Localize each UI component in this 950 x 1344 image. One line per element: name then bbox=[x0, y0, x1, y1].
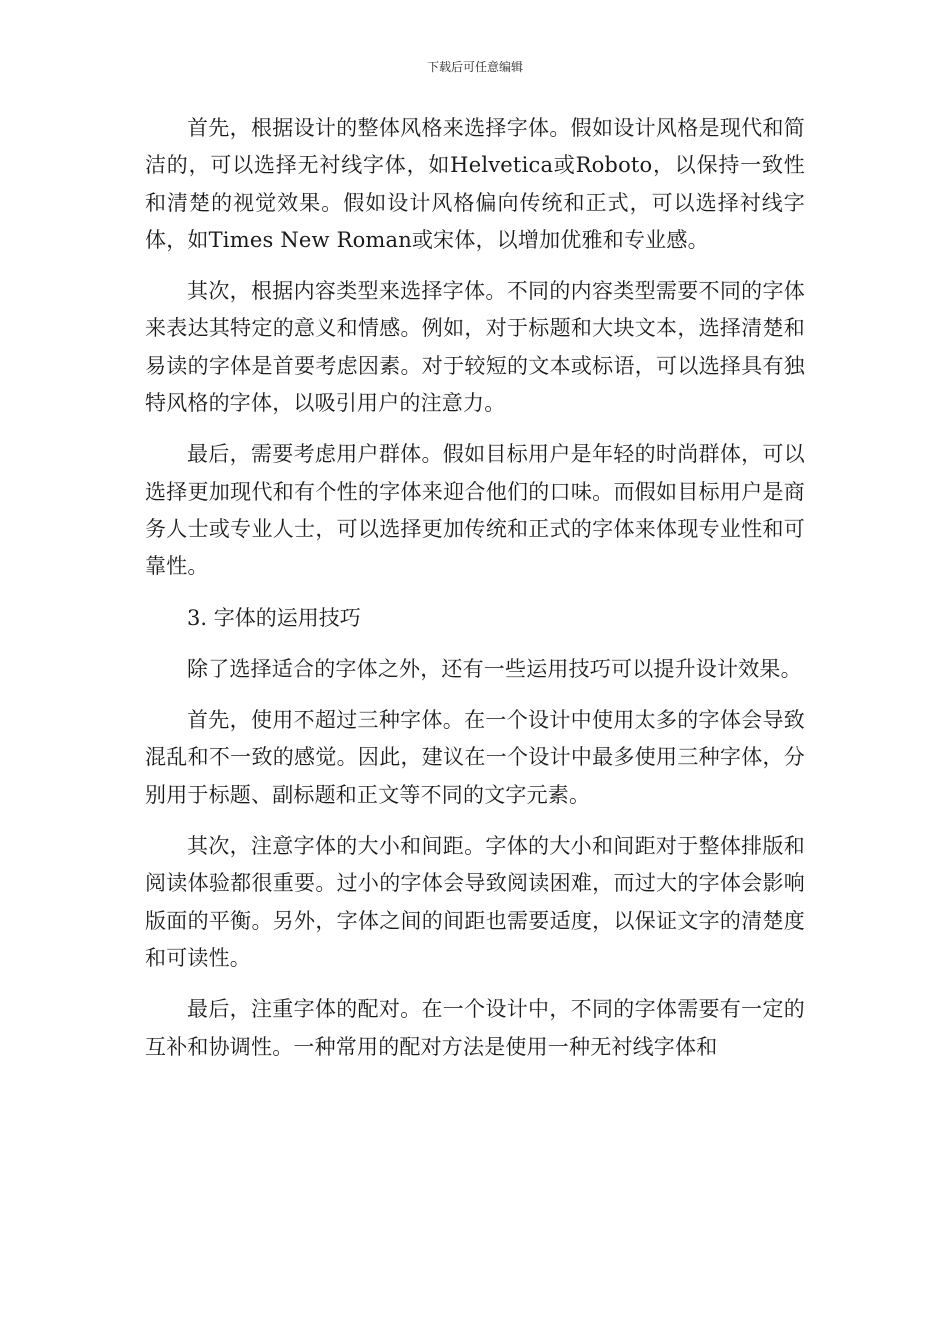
paragraph-user-group: 最后，需要考虑用户群体。假如目标用户是年轻的时尚群体，可以选择更加现代和有个性的字体来迎合他们的口味。而假如目标用户是商务人士或专业人士，可以选择更加传统和正式的字体来体现专业性和可靠性。 bbox=[145, 442, 805, 579]
paragraph-techniques-intro: 除了选择适合的字体之外，还有一些运用技巧可以提升设计效果。 bbox=[187, 656, 802, 681]
paragraph-three-fonts: 首先，使用不超过三种字体。在一个设计中使用太多的字体会导致混乱和不一致的感觉。因此，建议在一个设计中最多使用三种字体，分别用于标题、副标题和正文等不同的文字元素。 bbox=[145, 708, 805, 807]
paragraph-size-spacing: 其次，注意字体的大小和间距。字体的大小和间距对于整体排版和阅读体验都很重要。过小的字体会导致阅读困难，而过大的字体会影响版面的平衡。另外，字体之间的间距也需要适度，以保证文字的清楚度和可读性。 bbox=[145, 834, 805, 970]
section-heading: 3. 字体的运用技巧 bbox=[187, 605, 361, 630]
page-header: 下载后可任意编辑 bbox=[426, 60, 523, 74]
document-body bbox=[145, 110, 805, 1080]
paragraph-content-type: 其次，根据内容类型来选择字体。不同的内容类型需要不同的字体来表达其特定的意义和情感。例如，对于标题和大块文本，选择清楚和易读的字体是首要考虑因素。对于较短的文本或标语，可以选择具有独特风格的字体，以吸引用户的注意力。 bbox=[145, 279, 805, 416]
paragraph-font-pairing: 最后，注重字体的配对。在一个设计中，不同的字体需要有一定的互补和协调性。一种常用的配对方法是使用一种无衬线字体和 bbox=[145, 997, 805, 1059]
paragraph-font-style: 首先，根据设计的整体风格来选择字体。假如设计风格是现代和简洁的，可以选择无衬线字体，如Helvetica或Roboto，以保持一致性和清楚的视觉效果。假如设计风格偏向传统和正式，可以选择衬线字体，如Times New Roman或宋体，以增加优雅和专业感。 bbox=[145, 116, 805, 252]
